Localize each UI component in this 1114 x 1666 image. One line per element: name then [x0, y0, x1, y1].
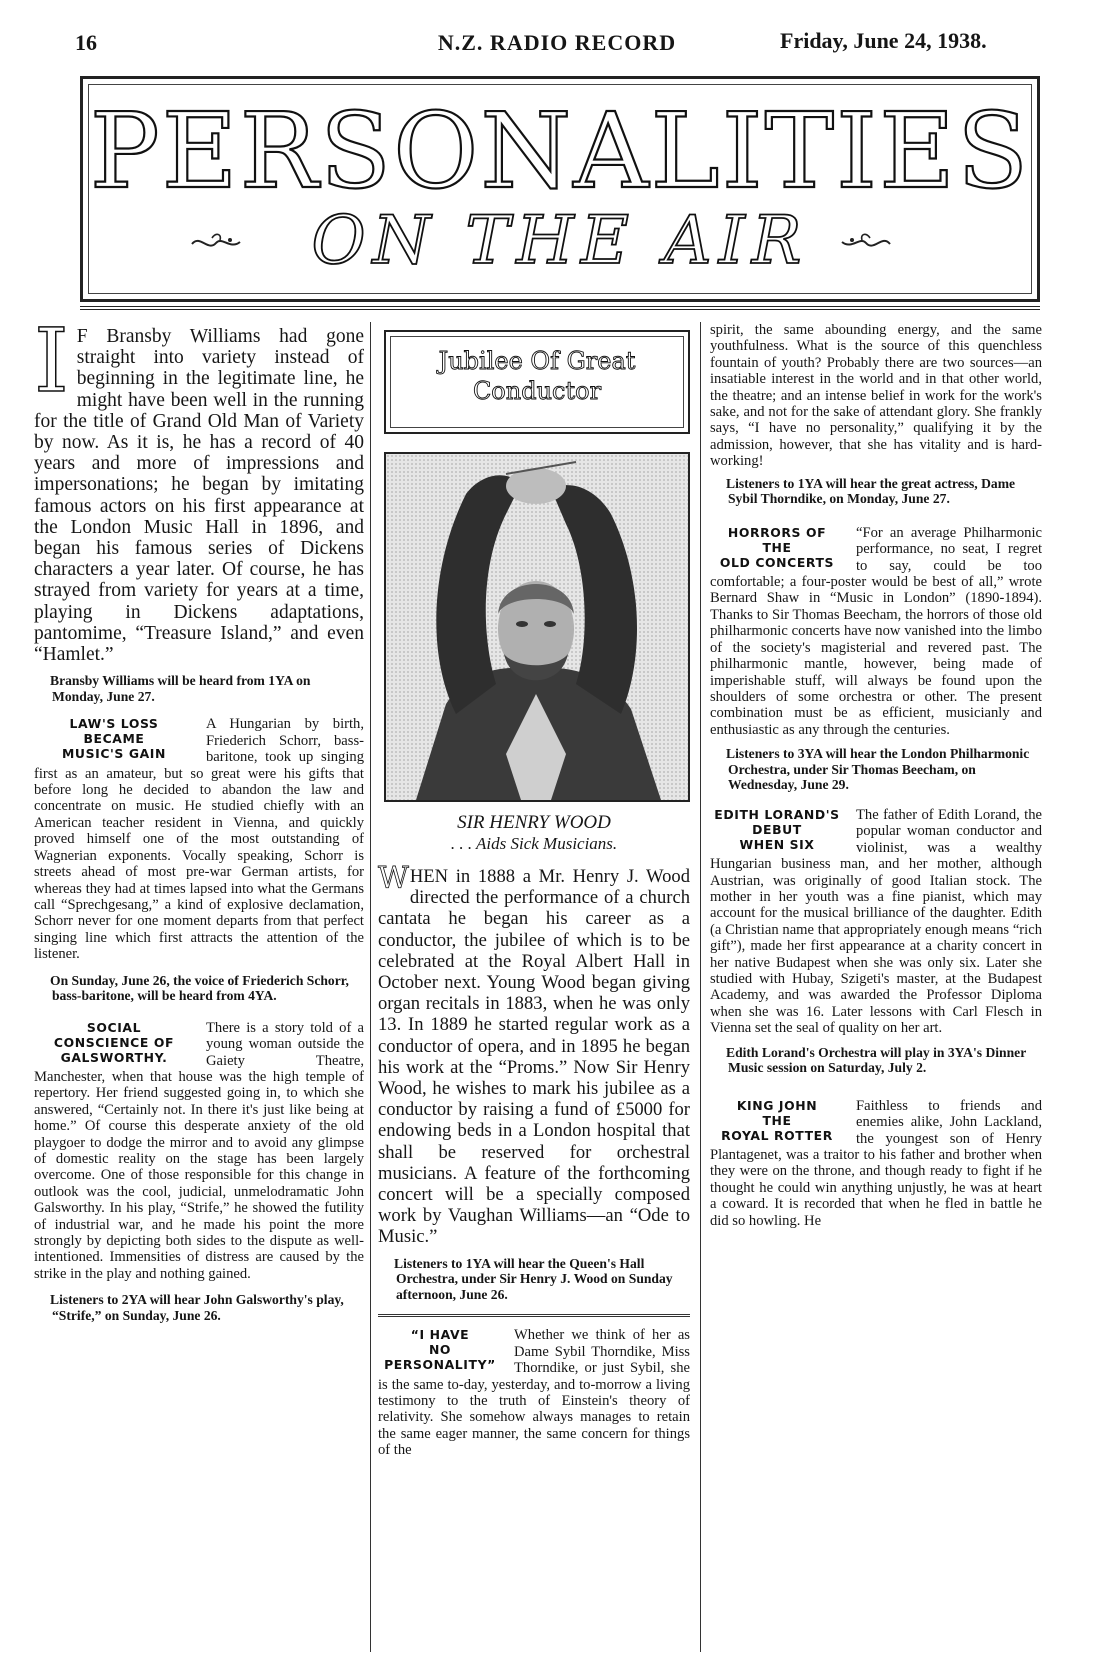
edith-lorand-article: [710, 807, 1042, 1037]
banner-rule: [80, 306, 1040, 310]
article-body-text: The father of Edith Lorand, the popular woman conductor and violinist, was a wealthy Hungarian business man, and her mother, although Austrian, was originally of good Italian stock. The mother in her youth was a fine pianist, which may account for the musical brilliance of the daughter. Edith (a Christian name that appropriately enough means “rich gift”), made her first appearance at a charity concert in her native Budapest when she was only six. Later she studied with Hubay, Szigeti's master, at the Budapest Academy, and was awarded the Professor Diploma when she was 16. Later lessons with Carl Flesch in Vienna set the seal of quality on her art.: [710, 806, 1042, 1037]
column-3: [710, 322, 1042, 1229]
galsworthy-article: [34, 1020, 364, 1283]
side-heading: LAW'S LOSS BECAME MUSIC'S GAIN: [62, 716, 166, 762]
publication-name: N.Z. RADIO RECORD: [437, 30, 677, 55]
broadcast-note: On Sunday, June 26, the voice of Friederich Schorr, bass-baritone, will be heard from 4YA.: [50, 972, 349, 1004]
article-body-text: “For an average Philharmonic performance, no seat, I regret to say, could be too comfortable; a four-poster would be best of all,” wrote Bernard Shaw in “Music in London” (1890-1894). Thanks to Sir Thomas Beecham, the horrors of those old philharmonic concerts have now vanished into the limbo of the society's magisterial and revered past. The philharmonic mantle, however, being made of imperishable stuff, will always be found upon the shoulders of some orchestra or other. The present combination must be as efficient, musicianly and enthusiastic as any through the centuries.: [710, 524, 1042, 738]
side-heading: HORRORS OF THE OLD CONCERTS: [719, 524, 835, 570]
article-lead-text: HEN in 1888 a Mr. Henry J. Wood directed the performance of a church cantata he began his career as a conductor, the jubilee of which is to be celebrated at the Royal Albert Hall in October next. Young Wood began giving organ recitals in 1883, when he was only 13. In 1889 he started regular work as a conductor of opera, and in 1895 he began his work at the “Proms.” Now Sir Henry Wood, he wishes to mark his jubilee as a conductor by raising a fund of £5000 for endowing beds in a London hospital that shall be reserved for orchestral musicians. A feature of the forthcoming concert will be a specially composed work by Vaughan Williams—an “Ode to Music.”: [378, 866, 690, 1248]
side-heading: EDITH LORAND'S DEBUT WHEN SIX: [714, 806, 840, 852]
section-rule: [378, 1314, 690, 1317]
banner-title: PERSONALITIES: [89, 90, 1031, 212]
side-heading: SOCIAL CONSCIENCE OF GALSWORTHY.: [53, 1019, 175, 1065]
henry-wood-article: [378, 861, 690, 1248]
banner-subtitle: ON THE AIR: [311, 202, 809, 279]
article-body-text: Faithless to friends and enemies alike, John Lackland, the youngest son of Henry Plantagenet, was a traitor to his father and brother when they were on the throne, and though ready to fight if he thought he could win anything unjustly, he was at heart a coward. It is recorded that when he fled in battle he did so howling. He: [710, 1097, 1042, 1229]
drop-cap: I: [34, 309, 69, 412]
article-lead-text: F Bransby Williams had gone straight into variety instead of beginning in the legitimate line, he might have been well in the running for the title of Grand Old Man of Variety by now. As it is, he has a record of 40 years and more of impressions and impersonations; he began by imitating famous actors on his first appearance at the London Music Hall in 1896, and began his famous series of Dickens characters a year later. Of course, he has strayed from variety for years at a time, playing in Dickens adaptations, pantomime, “Treasure Island,” and even “Hamlet.”: [34, 326, 364, 666]
conductor-portrait-icon: [386, 454, 688, 800]
column-2: [378, 861, 690, 1459]
headline: Jubilee Of Great Conductor: [438, 347, 636, 405]
thorndike-article: [378, 1327, 690, 1458]
page-number: 16: [75, 30, 97, 55]
flourish-left-icon: [190, 230, 242, 256]
side-heading: KING JOHN THE ROYAL ROTTER: [721, 1097, 833, 1143]
broadcast-note: Listeners to 1YA will hear the great actress, Dame Sybil Thorndike, on Monday, June 27.: [726, 475, 1016, 507]
side-heading: “I HAVE NO PERSONALITY”: [384, 1327, 496, 1373]
broadcast-note: Edith Lorand's Orchestra will play in 3YA's Dinner Music session on Saturday, July 2.: [726, 1044, 1026, 1076]
king-john-article: [710, 1098, 1042, 1229]
photo-caption: SIR HENRY WOOD: [457, 812, 611, 833]
bransby-williams-article: [34, 309, 364, 666]
schorr-article: [34, 716, 364, 962]
column-rule-2: [700, 322, 701, 1652]
portrait-photo: [384, 452, 690, 802]
broadcast-note: Listeners to 1YA will hear the Queen's Hall Orchestra, under Sir Henry J. Wood on Sunday afternoon, June 26.: [394, 1255, 673, 1302]
running-header: [0, 0, 1114, 60]
article-body-text: Whether we think of her as Dame Sybil Thorndike, Miss Thorndike, or just Sybil, she is the same to-day, yesterday, and to-morrow a living testimony to the truth of Einstein's theory of relativity. She somehow always manages to retain the same eager manner, the same concern for things of the: [378, 1327, 690, 1459]
old-concerts-article: [710, 525, 1042, 738]
article-body-text: There is a story told of a young woman outside the Gaiety Theatre, Manchester, when that house was the high temple of repertory. Her friend suggested going in, to which she answered, “Certainly not. In there it's just like being at home.” Of course this desperate anxiety of the old playgoer to dodge the mirror and to avoid any glimpse of domestic reality on the stage has been largely overcome. One of those responsible for this change in outlook was the cool, judicial, unmelodramatic John Galsworthy. In his play, “Strife,” he showed the futility of industrial war, and he made his point the more strongly by depicting both sides to the dispute as well-intentioned. Immensities of distress are caused by the strike in the play and nothing gained.: [34, 1019, 364, 1282]
drop-cap: W: [378, 861, 409, 896]
column-rule-1: [370, 322, 371, 1652]
issue-date: Friday, June 24, 1938.: [780, 28, 987, 53]
column-1: [34, 309, 364, 1323]
article-body-text: spirit, the same abounding energy, and the same youthfulness. What is the source of this quenchless fountain of youth? Probably there are two sources—an insatiable interest in the world and in that other world, the theatre; and an intense belief in work for the work's sake, and not for the sake of attendant glory. She frankly says, “I have no personality,” qualifying it by the admission, however, that she has vitality and is hard-working!: [710, 322, 1042, 470]
article-body-text: A Hungarian by birth, Friederich Schorr, bass-baritone, took up singing first as an amateur, but so great were his gifts that before long he decided to abandon the law and concentrate on music. He studied chiefly with an American teacher resident in Vienna, and quickly proved himself one of the most outstanding of Wagnerian exponents. Vocally speaking, Schorr is streets ahead of most pre-war German artists, for whereas they had at times lapsed into what the Germans call “Sprechgesang,” a kind of explosive declamation, Schorr never for one moment departs from that perfect singing line which first attracts the attention of the listener.: [34, 716, 364, 963]
broadcast-note: Bransby Williams will be heard from 1YA on Monday, June 27.: [50, 673, 311, 704]
photo-subcaption: . . . Aids Sick Musicians.: [450, 834, 618, 853]
broadcast-note: Listeners to 3YA will hear the London Philharmonic Orchestra, under Sir Thomas Beecham, on Wednesday, June 29.: [726, 746, 1030, 793]
broadcast-note: Listeners to 2YA will hear John Galsworthy's play, “Strife,” on Sunday, June 26.: [50, 1292, 344, 1323]
flourish-right-icon: [840, 230, 892, 256]
